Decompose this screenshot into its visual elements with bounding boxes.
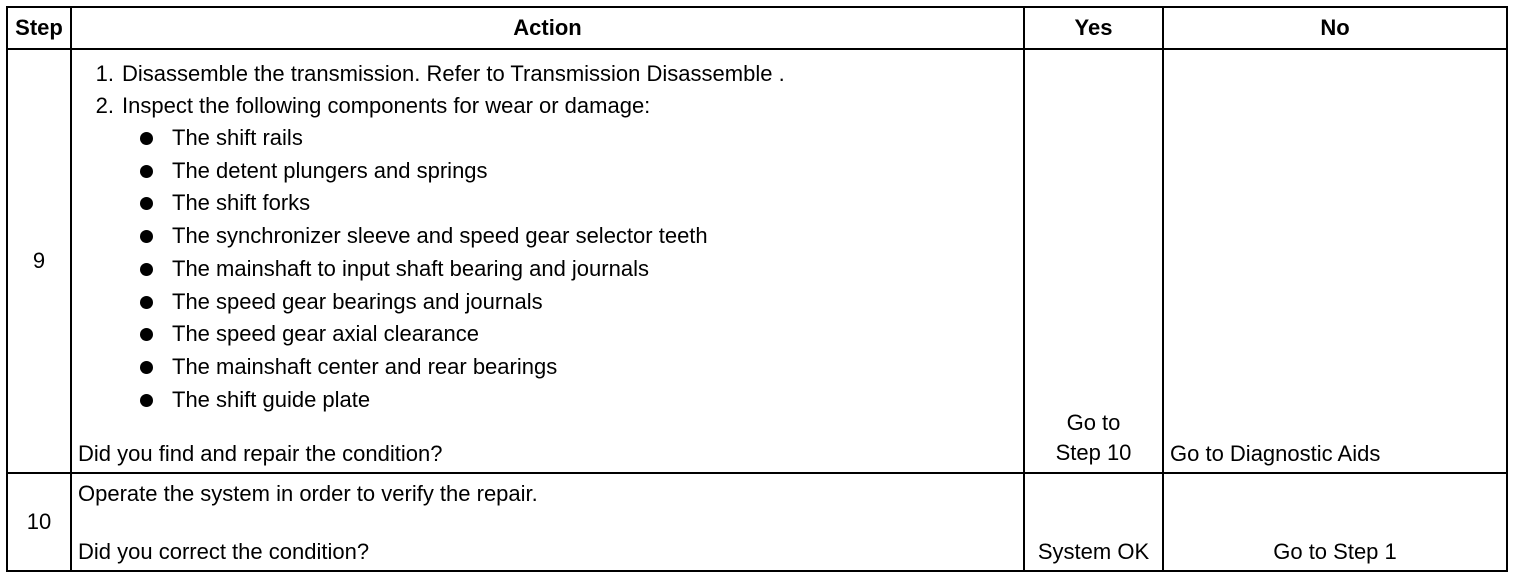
action-cell xyxy=(71,49,1024,473)
component-item: The shift forks xyxy=(172,187,1023,220)
instruction-text: Operate the system in order to verify the repair. xyxy=(78,481,538,506)
action-steps xyxy=(72,58,1023,416)
component-item: The synchronizer sleeve and speed gear selector teeth xyxy=(172,220,1023,253)
question-text: Did you find and repair the condition? xyxy=(78,441,443,466)
no-cell xyxy=(1163,473,1507,571)
component-item: The detent plungers and springs xyxy=(172,155,1023,188)
header-yes: Yes xyxy=(1024,7,1163,49)
action-cell xyxy=(71,473,1024,571)
component-item: The shift rails xyxy=(172,122,1023,155)
no-result: Go to Step 1 xyxy=(1273,539,1397,564)
component-item: The mainshaft to input shaft bearing and journals xyxy=(172,253,1023,286)
header-no: No xyxy=(1163,7,1507,49)
component-item: The shift guide plate xyxy=(172,384,1023,417)
diagnostic-table xyxy=(6,6,1508,572)
table-row xyxy=(7,49,1507,473)
yes-result-line: Step 10 xyxy=(1055,440,1132,465)
component-item: The speed gear axial clearance xyxy=(172,318,1023,351)
component-item: The speed gear bearings and journals xyxy=(172,286,1023,319)
step-number: 10 xyxy=(7,473,71,571)
yes-cell xyxy=(1024,473,1163,571)
yes-result xyxy=(1025,408,1162,472)
action-step xyxy=(122,90,1023,416)
step-number: 9 xyxy=(7,49,71,473)
no-result: Go to Diagnostic Aids xyxy=(1170,441,1381,466)
component-item: The mainshaft center and rear bearings xyxy=(172,351,1023,384)
yes-result: System OK xyxy=(1037,539,1150,564)
no-cell xyxy=(1163,49,1507,473)
yes-cell xyxy=(1024,49,1163,473)
action-step-text: Inspect the following components for wear or damage: xyxy=(122,93,651,118)
question-text: Did you correct the condition? xyxy=(78,539,370,564)
header-row xyxy=(7,7,1507,49)
header-step: Step xyxy=(7,7,71,49)
component-list xyxy=(122,122,1023,416)
header-action: Action xyxy=(71,7,1024,49)
yes-result-line: Go to xyxy=(1066,410,1121,435)
action-step: Disassemble the transmission. Refer to Transmission Disassemble . xyxy=(122,61,785,86)
table-row xyxy=(7,473,1507,571)
